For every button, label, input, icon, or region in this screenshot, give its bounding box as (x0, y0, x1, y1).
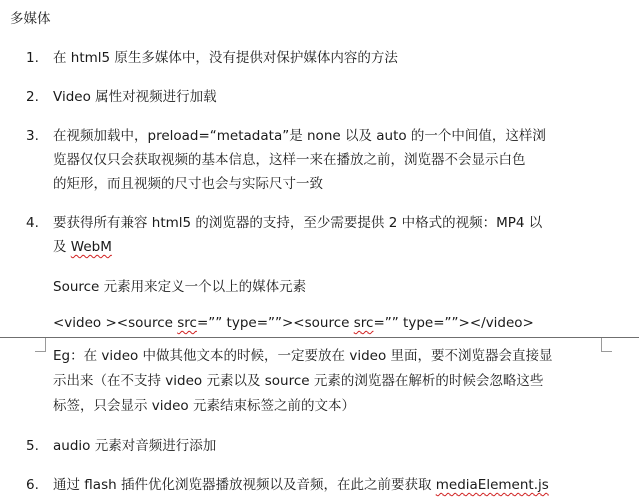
list-item-text: 览器仅仅只会获取视频的基本信息，这样一来在播放之前，浏览器不会显示白色 (53, 152, 526, 168)
code-part: =”” type=””><source (196, 315, 354, 331)
list-item-text: 在 html5 原生多媒体中，没有提供对保护媒体内容的方法 (53, 50, 398, 66)
example-note-line: 标签，只会显示 video 元素结束标签之前的文本） (53, 398, 355, 414)
list-item-text (53, 238, 112, 256)
source-element-note: Source 元素用来定义一个以上的媒体元素 (53, 279, 307, 295)
code-snippet (53, 314, 534, 332)
margin-corner-mark (45, 338, 46, 352)
spellcheck-flagged-word: WebM (70, 239, 112, 255)
example-note-line: Eg：在 video 中做其他文本的时候，一定要放在 video 里面，要不浏览器会直接显 (53, 348, 553, 364)
margin-corner-mark (601, 351, 612, 352)
list-item-number: 6. (26, 477, 39, 493)
example-note-line: 示出来（在不支持 video 元素以及 source 元素的浏览器在解析的时候会忽略这些 (53, 373, 544, 389)
margin-corner-mark (35, 351, 46, 352)
code-part: <video ><source (53, 315, 178, 331)
code-attr-src: src (353, 315, 374, 331)
list-item-text-part: 及 WebM (53, 239, 112, 255)
code-part: =”” type=””></video> (373, 315, 534, 331)
list-item-number: 3. (26, 128, 39, 144)
list-item-text: 通过 flash 插件优化浏览器播放视频以及音频，在此之前要获取 mediaElement.js (53, 477, 549, 493)
list-item-text: audio 元素对音频进行添加 (53, 438, 217, 454)
list-item-text: 在视频加载中，preload=“metadata”是 none 以及 auto 的一个中间值，这样浏 (53, 128, 546, 144)
list-item-number: 2. (26, 89, 39, 105)
spellcheck-flagged-word: mediaElement.js (435, 477, 549, 493)
list-item-number: 1. (26, 50, 39, 66)
list-item-text: Video 属性对视频进行加载 (53, 89, 217, 105)
list-item-number: 5. (26, 438, 39, 454)
list-item-number: 4. (26, 215, 39, 231)
margin-corner-mark (601, 338, 602, 352)
code-attr-src: src (177, 315, 197, 331)
section-heading: 多媒体 (10, 11, 51, 27)
page-break-line (0, 337, 639, 338)
list-item-text: 要获得所有兼容 html5 的浏览器的支持，至少需要提供 2 中格式的视频：MP4 以 (53, 215, 543, 231)
list-item-text: 的矩形，而且视频的尺寸也会与实际尺寸一致 (53, 176, 323, 192)
